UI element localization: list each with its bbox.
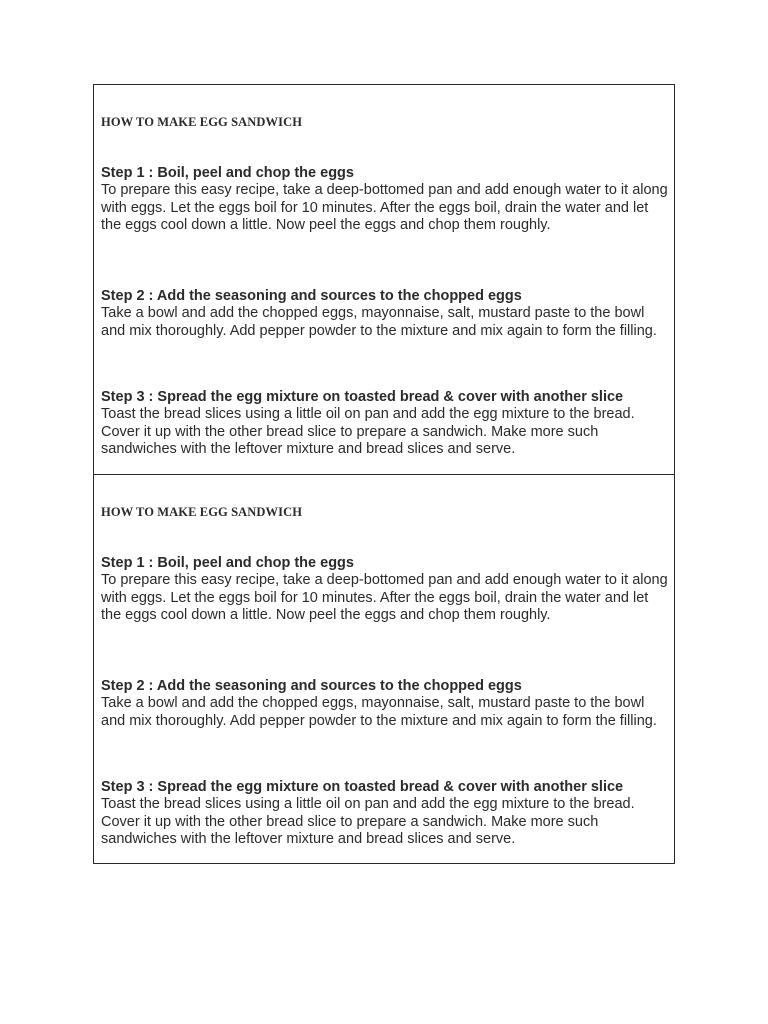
step-body: To prepare this easy recipe, take a deep-bottomed pan and add enough water to it along with eggs. Let the eggs boil for 10 minutes. After the eggs boil, drain the water and let the eggs cool down a little. Now peel the eggs and chop them roughly. (101, 572, 668, 623)
recipe-table (93, 84, 675, 864)
recipe-title: HOW TO MAKE EGG SANDWICH (101, 115, 303, 129)
recipe-step-2 (101, 678, 668, 730)
recipe-step-2 (101, 288, 668, 340)
recipe-card (94, 85, 674, 474)
step-heading: Step 1 : Boil, peel and chop the eggs (101, 555, 354, 571)
step-body: Take a bowl and add the chopped eggs, mayonnaise, salt, mustard paste to the bowl and mix thoroughly. Add pepper powder to the mixture and mix again to form the filling. (101, 305, 657, 339)
recipe-step-3 (101, 389, 668, 459)
step-heading: Step 3 : Spread the egg mixture on toasted bread & cover with another slice (101, 779, 624, 795)
recipe-card (94, 474, 674, 863)
recipe-step-3 (101, 779, 668, 849)
step-heading: Step 2 : Add the seasoning and sources to the chopped eggs (101, 678, 522, 694)
recipe-title: HOW TO MAKE EGG SANDWICH (101, 505, 303, 519)
recipe-step-1 (101, 555, 668, 625)
step-body: Take a bowl and add the chopped eggs, mayonnaise, salt, mustard paste to the bowl and mix thoroughly. Add pepper powder to the mixture and mix again to form the filling. (101, 695, 657, 729)
step-body: Toast the bread slices using a little oil on pan and add the egg mixture to the bread. Cover it up with the other bread slice to prepare a sandwich. Make more such sandwiches with the leftover mixture and bread slices and serve. (101, 406, 635, 457)
step-heading: Step 2 : Add the seasoning and sources to the chopped eggs (101, 288, 522, 304)
recipe-step-1 (101, 165, 668, 235)
step-heading: Step 3 : Spread the egg mixture on toasted bread & cover with another slice (101, 389, 624, 405)
step-body: Toast the bread slices using a little oil on pan and add the egg mixture to the bread. Cover it up with the other bread slice to prepare a sandwich. Make more such sandwiches with the leftover mixture and bread slices and serve. (101, 796, 635, 847)
step-heading: Step 1 : Boil, peel and chop the eggs (101, 165, 354, 181)
step-body: To prepare this easy recipe, take a deep-bottomed pan and add enough water to it along with eggs. Let the eggs boil for 10 minutes. After the eggs boil, drain the water and let the eggs cool down a little. Now peel the eggs and chop them roughly. (101, 182, 668, 233)
